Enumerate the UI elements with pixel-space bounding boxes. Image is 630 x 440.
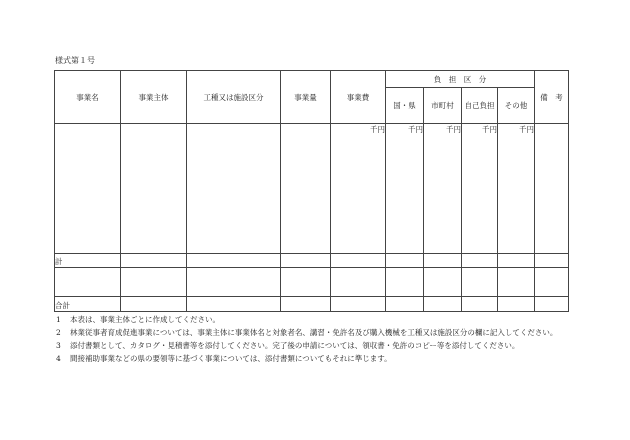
- header-cost: 事業費: [331, 71, 386, 124]
- note-number: 4: [56, 354, 61, 363]
- notes-section: [56, 313, 576, 365]
- header-self-burden: 自己負担: [462, 88, 498, 124]
- header-remarks: 備 考: [535, 71, 569, 124]
- header-national-pref: 国・県: [386, 88, 424, 124]
- note-item: [56, 352, 576, 365]
- table-row-entries: [55, 124, 569, 254]
- cell-remarks: [535, 124, 569, 254]
- table-row-subtotal: [55, 254, 569, 268]
- cell-quantity: [281, 124, 331, 254]
- unit-municipality: 千円: [424, 124, 462, 254]
- cell-work-type: [187, 124, 281, 254]
- table-row-total: [55, 297, 569, 312]
- unit-cost: 千円: [331, 124, 386, 254]
- total-label: 合計: [55, 297, 121, 312]
- header-burden-group: 負 担 区 分: [386, 71, 535, 88]
- header-work-type: 工種又は施設区分: [187, 71, 281, 124]
- header-project-name: 事業名: [55, 71, 121, 124]
- unit-other: 千円: [498, 124, 535, 254]
- note-text: 林業従事者育成促進事業については、事業主体に事業体名と対象者名、講習・免許名及び購入機械を工種又は施設区分の欄に記入してください。: [70, 328, 558, 337]
- note-number: 1: [56, 315, 61, 324]
- header-quantity: 事業量: [281, 71, 331, 124]
- note-number: 3: [56, 341, 61, 350]
- note-item: [56, 339, 576, 352]
- note-text: 間接補助事業などの県の要領等に基づく事業については、添付書類についてもそれに準じます。: [70, 354, 392, 363]
- unit-self-burden: 千円: [462, 124, 498, 254]
- note-number: 2: [56, 328, 61, 337]
- cell-project-entity: [121, 124, 187, 254]
- note-item: [56, 326, 576, 339]
- cell-project-name: [55, 124, 121, 254]
- project-cost-table: [54, 70, 569, 312]
- note-text: 本表は、事業主体ごとに作成してください。: [70, 315, 220, 324]
- form-number-label: 様式第１号: [55, 56, 95, 65]
- note-item: [56, 313, 576, 326]
- header-municipality: 市町村: [424, 88, 462, 124]
- table-row-blank: [55, 268, 569, 297]
- unit-national-pref: 千円: [386, 124, 424, 254]
- note-text: 添付書類として、カタログ・見積書等を添付してください。完了後の申請については、領収書・免許のコピー等を添付してください。: [70, 341, 520, 350]
- subtotal-label: 計: [55, 254, 121, 268]
- header-project-entity: 事業主体: [121, 71, 187, 124]
- header-other: その他: [498, 88, 535, 124]
